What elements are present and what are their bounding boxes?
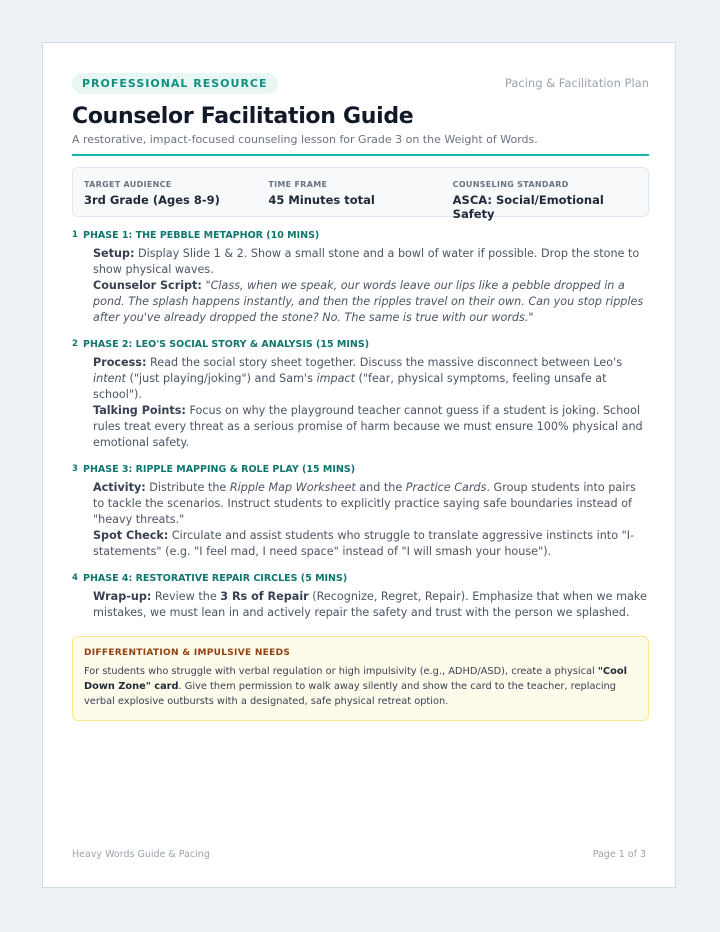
quote-mark: " bbox=[528, 311, 534, 324]
phase-body bbox=[93, 246, 649, 326]
page-title: Counselor Facilitation Guide bbox=[72, 104, 414, 129]
phase-title: PHASE 4: RESTORATIVE REPAIR CIRCLES (5 MINS) bbox=[83, 573, 348, 584]
emphasis-text: Ripple Map Worksheet bbox=[229, 481, 356, 494]
emphasis-text: intent bbox=[93, 372, 126, 385]
phase-paragraph bbox=[93, 403, 649, 451]
paragraph-text: Focus on why the playground teacher cannot guess if a student is joking. School rules treat every threat as a serious promise of harm because we must ensure 100% physical and emotional safety. bbox=[93, 404, 643, 449]
callout-text: . Give them permission to walk away silently and show the card to the teacher, replacing verbal explosive outbursts with a designated, safe physical retreat option. bbox=[84, 681, 616, 707]
phase-body bbox=[93, 355, 649, 451]
paragraph-label: Talking Points: bbox=[93, 404, 186, 417]
paragraph-text: . Group students into pairs to tackle the scenarios. Instruct students to explicitly practice saying safe boundaries instead of "heavy threats." bbox=[93, 481, 636, 526]
phase-3 bbox=[72, 464, 649, 560]
phase-paragraph bbox=[93, 246, 649, 278]
phase-paragraph bbox=[93, 589, 649, 621]
paragraph-text: Read the social story sheet together. Discuss the massive disconnect between Leo's bbox=[146, 356, 623, 369]
paragraph-label: Setup: bbox=[93, 247, 135, 260]
meta-time-frame bbox=[268, 180, 452, 216]
phase-body bbox=[93, 480, 649, 560]
phase-paragraph bbox=[93, 528, 649, 560]
phase-number: 2 bbox=[72, 339, 78, 349]
phase-number: 1 bbox=[72, 230, 78, 240]
differentiation-callout bbox=[72, 636, 649, 721]
meta-target-audience bbox=[84, 180, 268, 216]
phase-title: PHASE 3: RIPPLE MAPPING & ROLE PLAY (15 MINS) bbox=[83, 464, 356, 475]
page-content bbox=[72, 71, 649, 721]
phase-body bbox=[93, 589, 649, 621]
meta-counseling-standard bbox=[452, 180, 637, 221]
paragraph-text: and the bbox=[355, 481, 406, 494]
counselor-script-text: Class, when we speak, our words leave our lips like a pebble dropped in a pond. The splash happens instantly, and then the ripples travel on their own. Can you stop ripples after you've already dropped the stone? No. The same is true with our words. bbox=[93, 279, 644, 324]
paragraph-text: Display Slide 1 & 2. Show a small stone and a bowl of water if possible. Drop the stone to show physical waves. bbox=[93, 247, 640, 276]
emphasis-text: impact bbox=[316, 372, 355, 385]
callout-text: For students who struggle with verbal regulation or high impulsivity (e.g., ADHD/ASD), create a physical bbox=[84, 666, 598, 677]
callout-body bbox=[84, 664, 637, 709]
paragraph-text: ("fear, physical symptoms, feeling unsafe at school"). bbox=[93, 372, 607, 401]
meta-info-box bbox=[72, 167, 649, 221]
phase-title: PHASE 1: THE PEBBLE METAPHOR (10 MINS) bbox=[83, 230, 320, 241]
emphasis-text: 3 Rs of Repair bbox=[220, 590, 309, 603]
paragraph-label: Spot Check: bbox=[93, 529, 169, 542]
phase-2 bbox=[72, 339, 649, 451]
emphasis-text: Practice Cards bbox=[405, 481, 487, 494]
paragraph-text: Review the bbox=[151, 590, 221, 603]
meta-label: TIME FRAME bbox=[268, 180, 328, 189]
paragraph-label: Activity: bbox=[93, 481, 146, 494]
top-bar bbox=[72, 71, 649, 95]
quote-mark: " bbox=[201, 279, 211, 292]
page-footer bbox=[72, 849, 646, 860]
document-type-label: Pacing & Facilitation Plan bbox=[504, 76, 649, 90]
callout-emphasis: "Cool Down Zone" card bbox=[84, 666, 627, 692]
title-divider bbox=[72, 154, 649, 156]
phase-4 bbox=[72, 573, 649, 621]
phase-paragraph bbox=[93, 278, 649, 326]
callout-title: DIFFERENTIATION & IMPULSIVE NEEDS bbox=[84, 648, 291, 658]
phase-number: 3 bbox=[72, 464, 78, 474]
paragraph-text: ("just playing/joking") and Sam's bbox=[125, 372, 317, 385]
paragraph-label: Counselor Script: bbox=[93, 279, 202, 292]
phase-paragraph bbox=[93, 480, 649, 528]
meta-value: 3rd Grade (Ages 8-9) bbox=[84, 193, 220, 207]
phase-paragraph bbox=[93, 355, 649, 403]
phase-title: PHASE 2: LEO'S SOCIAL STORY & ANALYSIS (15 MINS) bbox=[83, 339, 370, 350]
paragraph-label: Wrap-up: bbox=[93, 590, 152, 603]
page-subtitle: A restorative, impact-focused counseling lesson for Grade 3 on the Weight of Words. bbox=[72, 133, 538, 146]
paragraph-text: (Recognize, Regret, Repair). Emphasize that when we make mistakes, we must lean in and actively repair the safety and trust with the person we splashed. bbox=[93, 590, 647, 619]
paragraph-label: Process: bbox=[93, 356, 147, 369]
paragraph-text: Distribute the bbox=[145, 481, 230, 494]
paragraph-text: Circulate and assist students who struggle to translate aggressive instincts into "I-statements" (e.g. "I feel mad, I need space" instead of "I will smash your house"). bbox=[93, 529, 635, 558]
footer-title: Heavy Words Guide & Pacing bbox=[72, 849, 210, 860]
resource-badge: PROFESSIONAL RESOURCE bbox=[72, 73, 278, 94]
meta-label: TARGET AUDIENCE bbox=[84, 180, 172, 189]
meta-value: 45 Minutes total bbox=[268, 193, 375, 207]
meta-value: ASCA: Social/Emotional Safety bbox=[452, 193, 604, 221]
phase-1 bbox=[72, 230, 649, 326]
page-number: Page 1 of 3 bbox=[592, 849, 646, 860]
meta-label: COUNSELING STANDARD bbox=[452, 180, 569, 189]
phase-number: 4 bbox=[72, 573, 78, 583]
document-page bbox=[42, 42, 676, 888]
